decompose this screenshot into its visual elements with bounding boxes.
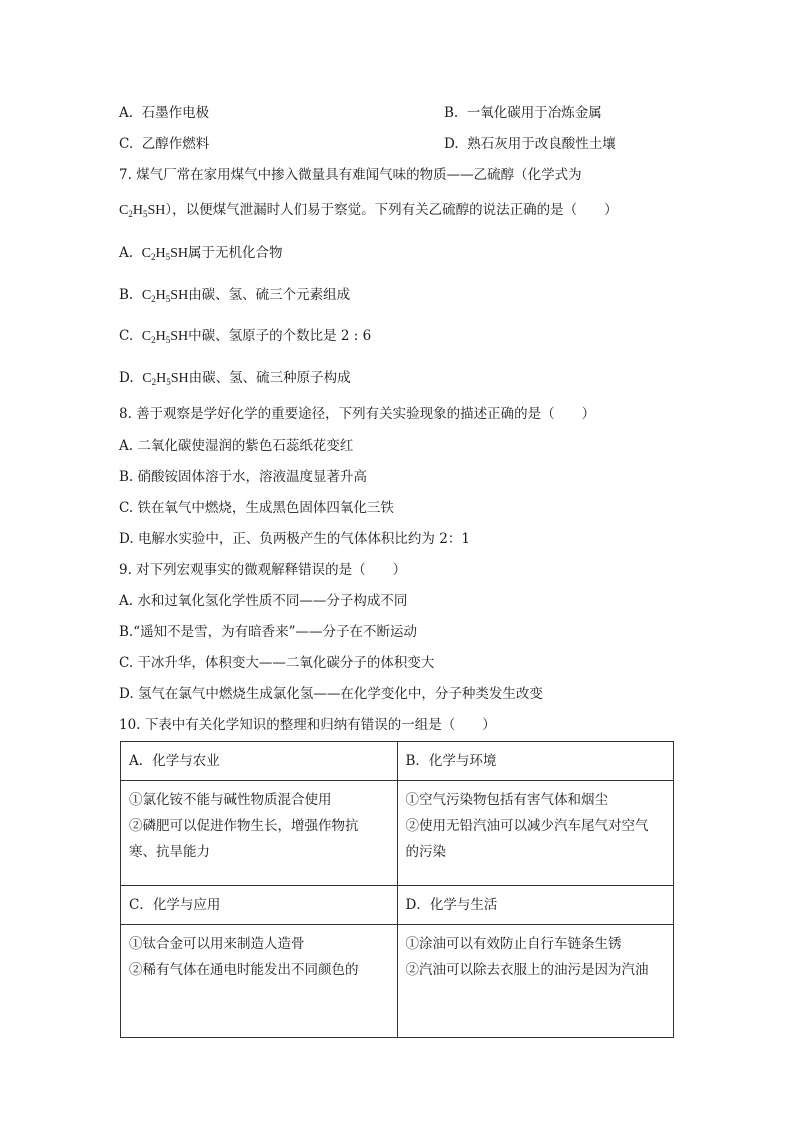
cell-line: ②磷肥可以促进作物生长，增强作物抗 xyxy=(129,818,359,834)
cell-line: ①空气污染物包括有害气体和烟尘 xyxy=(405,792,608,808)
q6-option-a: A. 石墨作电极 xyxy=(119,105,210,121)
cell-d-content xyxy=(397,925,674,1038)
q7-stem-line1: 7. 煤气厂常在家用煤气中掺入微量具有难闻气味的物质——乙硫醇（化学式为 xyxy=(119,167,582,183)
cell-a-content xyxy=(121,781,398,886)
cell-line: ①涂油可以有效防止自行车链条生锈 xyxy=(405,936,622,952)
cell-line: ①氯化铵不能与碱性物质混合使用 xyxy=(129,792,332,808)
cell-line: ①钛合金可以用来制造人造骨 xyxy=(129,936,305,952)
formula-c2h5sh: $C_2H_5SH$ xyxy=(142,371,189,387)
q6-option-c: C. 乙醇作燃料 xyxy=(119,136,210,152)
cell-b-head: B．化学与环境 xyxy=(397,742,674,781)
q9-option-b: B.“遥知不是雪，为有暗香来”——分子在不断运动 xyxy=(119,624,418,640)
cell-line: 的污染 xyxy=(405,844,446,860)
q8-option-a: A. 二氧化碳使湿润的紫色石蕊纸花变红 xyxy=(119,438,354,454)
q10-stem: 10. 下表中有关化学知识的整理和归纳有错误的一组是（ ） xyxy=(119,717,496,733)
cell-line: ②使用无铅汽油可以减少汽车尾气对空气 xyxy=(405,818,649,834)
formula-c2h5sh: $C_2H_5SH$ xyxy=(141,288,189,304)
cell-d-head: D．化学与生活 xyxy=(397,886,674,925)
q9-option-c: C. 干冰升华，体积变大——二氧化碳分子的体积变大 xyxy=(119,655,435,671)
q9-option-d: D. 氢气在氯气中燃烧生成氯化氢——在化学变化中，分子种类发生改变 xyxy=(119,686,543,702)
q7-stem-line2: $C_2H_5SH$），以便煤气泄漏时人们易于察觉。下列有关乙硫醇的说法正确的是（ ） xyxy=(119,202,618,219)
q8-option-d: D. 电解水实验中，正、负两极产生的气体体积比约为 2：1 xyxy=(119,531,470,547)
q8-stem: 8. 善于观察是学好化学的重要途径，下列有关实验现象的描述正确的是（ ） xyxy=(119,406,596,422)
q7-option-b: B. $C_2H_5SH$由碳、氢、硫三个元素组成 xyxy=(119,287,351,304)
cell-c-content xyxy=(121,925,398,1038)
knowledge-table xyxy=(120,741,674,1038)
cell-b-content xyxy=(397,781,674,886)
cell-line: ②稀有气体在通电时能发出不同颜色的 xyxy=(129,962,359,978)
q6-option-b: B. 一氧化碳用于冶炼金属 xyxy=(444,105,602,121)
q7-option-d: D. $C_2H_5SH$由碳、氢、硫三种原子构成 xyxy=(119,370,351,387)
formula-c2h5sh: $C_2H_5SH$ xyxy=(119,203,166,219)
formula-c2h5sh: $C_2H_5SH$ xyxy=(141,246,189,262)
q7-option-a: A. $C_2H_5SH$属于无机化合物 xyxy=(119,245,283,262)
cell-line: 寒、抗旱能力 xyxy=(129,844,210,860)
q8-option-b: B. 硝酸铵固体溶于水，溶液温度显著升高 xyxy=(119,469,368,485)
formula-c2h5sh: $C_2H_5SH$ xyxy=(141,329,189,345)
q9-option-a: A. 水和过氧化氢化学性质不同——分子构成不同 xyxy=(119,593,408,609)
cell-line: ②汽油可以除去衣服上的油污是因为汽油 xyxy=(405,962,649,978)
cell-c-head: C．化学与应用 xyxy=(121,886,398,925)
q9-stem: 9. 对下列宏观事实的微观解释错误的是（ ） xyxy=(119,562,407,578)
cell-a-head: A．化学与农业 xyxy=(121,742,398,781)
q7-option-c: C. $C_2H_5SH$中碳、氢原子的个数比是 2 : 6 xyxy=(119,328,372,345)
q6-option-d: D. 熟石灰用于改良酸性土壤 xyxy=(444,136,616,152)
q8-option-c: C. 铁在氧气中燃烧，生成黑色固体四氧化三铁 xyxy=(119,500,394,516)
